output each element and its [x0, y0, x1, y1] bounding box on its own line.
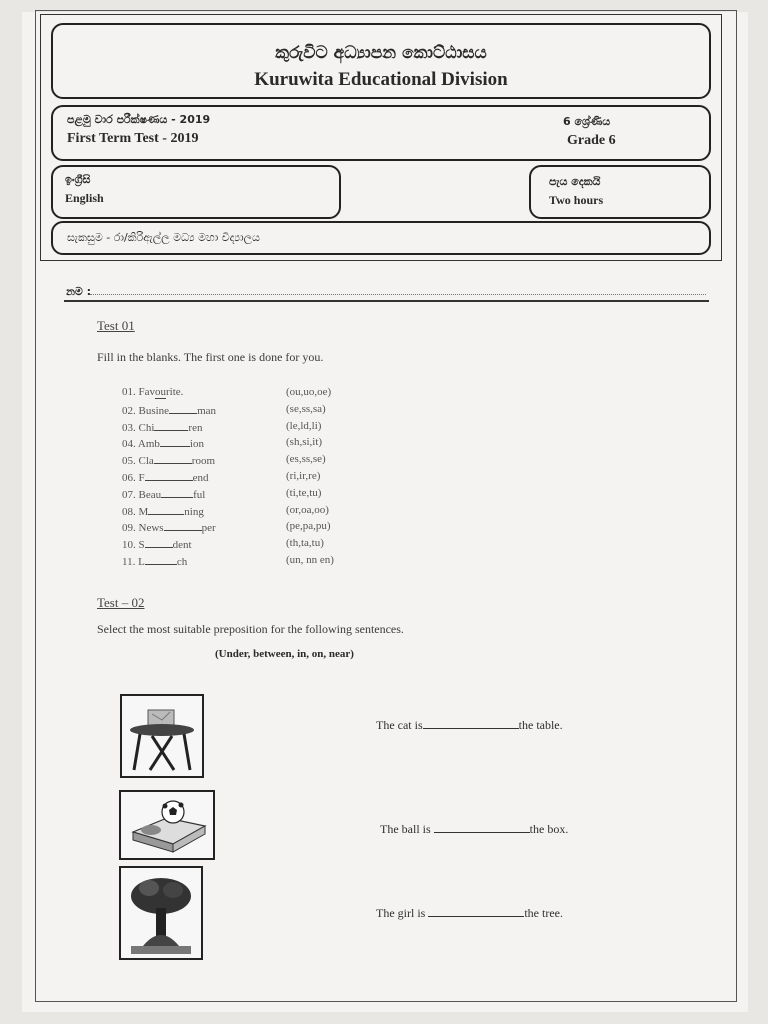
sentence-3-end: the tree.	[524, 906, 563, 920]
test2-title: Test – 02	[97, 595, 145, 610]
division-box	[51, 23, 711, 99]
item-word-end: ch	[176, 556, 188, 568]
item-word-end: ion	[189, 438, 204, 451]
item-number: 01.	[122, 386, 139, 398]
item-word-start: F	[138, 472, 145, 484]
item-blank[interactable]	[169, 403, 197, 414]
item-options: (or,oa,oo)	[286, 503, 329, 516]
item-word-start: Busine	[138, 404, 170, 417]
item-word-start: News	[138, 522, 164, 535]
sentence-3-blank[interactable]	[428, 904, 524, 917]
item-blank[interactable]	[145, 470, 193, 481]
test1-item	[122, 403, 216, 417]
item-options: (ti,te,tu)	[286, 486, 322, 499]
sentence-3-start: The girl is	[376, 906, 426, 920]
test1-item	[122, 537, 192, 551]
item-word-start: M	[138, 505, 149, 518]
item-options: (se,ss,sa)	[286, 402, 326, 415]
prepared-by: සැකසුම - රා/කිරිඇල්ල මධ්‍ය මහා විද්‍යාලය	[67, 231, 260, 244]
test1-item	[122, 470, 209, 484]
item-word-end: ren	[188, 421, 203, 434]
item-options: (es,ss,se)	[286, 453, 326, 466]
item-word-start: S	[138, 539, 145, 552]
grade-english: Grade 6	[567, 133, 616, 148]
item-number: 11.	[122, 556, 139, 568]
sentence-1-start: The cat is	[376, 718, 423, 732]
exam-header	[40, 14, 722, 261]
time-sinhala: පැය දෙකයි	[549, 175, 601, 188]
item-blank[interactable]	[145, 537, 173, 548]
item-word-start: Chi	[138, 421, 155, 434]
item-number: 04.	[122, 438, 138, 451]
item-options: (un, nn en)	[286, 554, 334, 566]
sentence-2-end: the box.	[529, 822, 569, 836]
test1-instruction: Fill in the blanks. The first one is done for you.	[97, 350, 324, 364]
item-blank[interactable]	[160, 436, 190, 447]
test1-item	[122, 504, 204, 518]
term-english: First Term Test - 2019	[67, 131, 199, 146]
division-title-english: Kuruwita Educational Division	[254, 69, 508, 90]
test1-item	[122, 453, 215, 467]
subject-sinhala: ඉංග්‍රීසි	[65, 173, 91, 186]
item-blank[interactable]	[154, 453, 192, 464]
item-blank[interactable]	[161, 487, 193, 498]
name-dotted-line	[90, 286, 706, 295]
item-number: 02.	[122, 404, 139, 417]
subject-english: English	[65, 191, 104, 205]
item-word-end: end	[192, 472, 209, 484]
item-options: (th,ta,tu)	[286, 537, 324, 550]
item-options: (le,ld,li)	[286, 419, 322, 432]
test1-item	[122, 386, 183, 399]
item-options: (sh,si,it)	[286, 436, 323, 449]
item-number: 03.	[122, 421, 139, 434]
term-box	[51, 105, 711, 161]
test1-item	[122, 520, 216, 534]
item-number: 08.	[122, 505, 139, 518]
item-number: 10.	[122, 539, 139, 552]
time-english: Two hours	[549, 193, 604, 207]
item-blank[interactable]: ou	[155, 386, 166, 398]
test1-item	[122, 436, 204, 450]
item-blank[interactable]	[164, 520, 202, 531]
header-divider	[64, 300, 709, 302]
item-word-end: man	[197, 404, 217, 417]
item-number: 06.	[122, 472, 139, 484]
term-sinhala: පළමු වාර පරීක්ෂණය - 2019	[67, 113, 211, 126]
division-title-sinhala: කුරුවිට අධ්‍යාපන කොට්ඨාසය	[275, 43, 487, 63]
item-word-end: dent	[172, 539, 192, 552]
item-word-end: room	[191, 455, 216, 468]
item-word-start: Fav	[138, 386, 155, 398]
name-label: නම :	[66, 285, 92, 298]
item-blank[interactable]	[148, 504, 184, 515]
test1-title: Test 01	[97, 318, 135, 333]
test2-options: (Under, between, in, on, near)	[215, 648, 354, 660]
grade-sinhala: 6 ශ්‍රේණිය	[563, 115, 611, 128]
sentence-2	[380, 820, 568, 837]
item-word-end: per	[201, 522, 216, 535]
subject-box	[51, 165, 341, 219]
item-word-start: L	[138, 556, 145, 568]
item-number: 05.	[122, 455, 139, 468]
item-options: (ri,ir,re)	[286, 470, 321, 482]
test1-item	[122, 420, 202, 434]
item-blank[interactable]	[145, 554, 177, 565]
sentence-2-start: The ball is	[380, 822, 431, 836]
girl-near-tree-icon	[119, 866, 203, 960]
prepared-by-box	[51, 221, 711, 255]
sentence-1-end: the table.	[518, 718, 563, 732]
sentence-1	[376, 716, 563, 733]
sentence-3	[376, 904, 563, 921]
sentence-1-blank[interactable]	[423, 716, 519, 729]
test1-item	[122, 487, 205, 501]
test1-item	[122, 554, 187, 568]
test2-instruction: Select the most suitable preposition for the following sentences.	[97, 622, 404, 636]
item-blank[interactable]	[154, 420, 188, 431]
sentence-2-blank[interactable]	[434, 820, 530, 833]
item-word-end: rite.	[166, 386, 184, 398]
time-box	[529, 165, 711, 219]
item-word-start: Amb	[137, 438, 160, 451]
item-word-start: Cla	[138, 455, 154, 468]
item-number: 07.	[122, 488, 139, 501]
item-word-end: ning	[184, 505, 204, 518]
item-options: (ou,uo,oe)	[286, 386, 332, 398]
ball-in-box-icon	[119, 790, 215, 860]
item-options: (pe,pa,pu)	[286, 520, 331, 533]
item-number: 09.	[122, 522, 139, 535]
name-field[interactable]	[66, 282, 708, 300]
item-word-end: ful	[193, 488, 206, 501]
cat-on-table-icon	[120, 694, 204, 778]
item-word-start: Beau	[138, 488, 162, 501]
